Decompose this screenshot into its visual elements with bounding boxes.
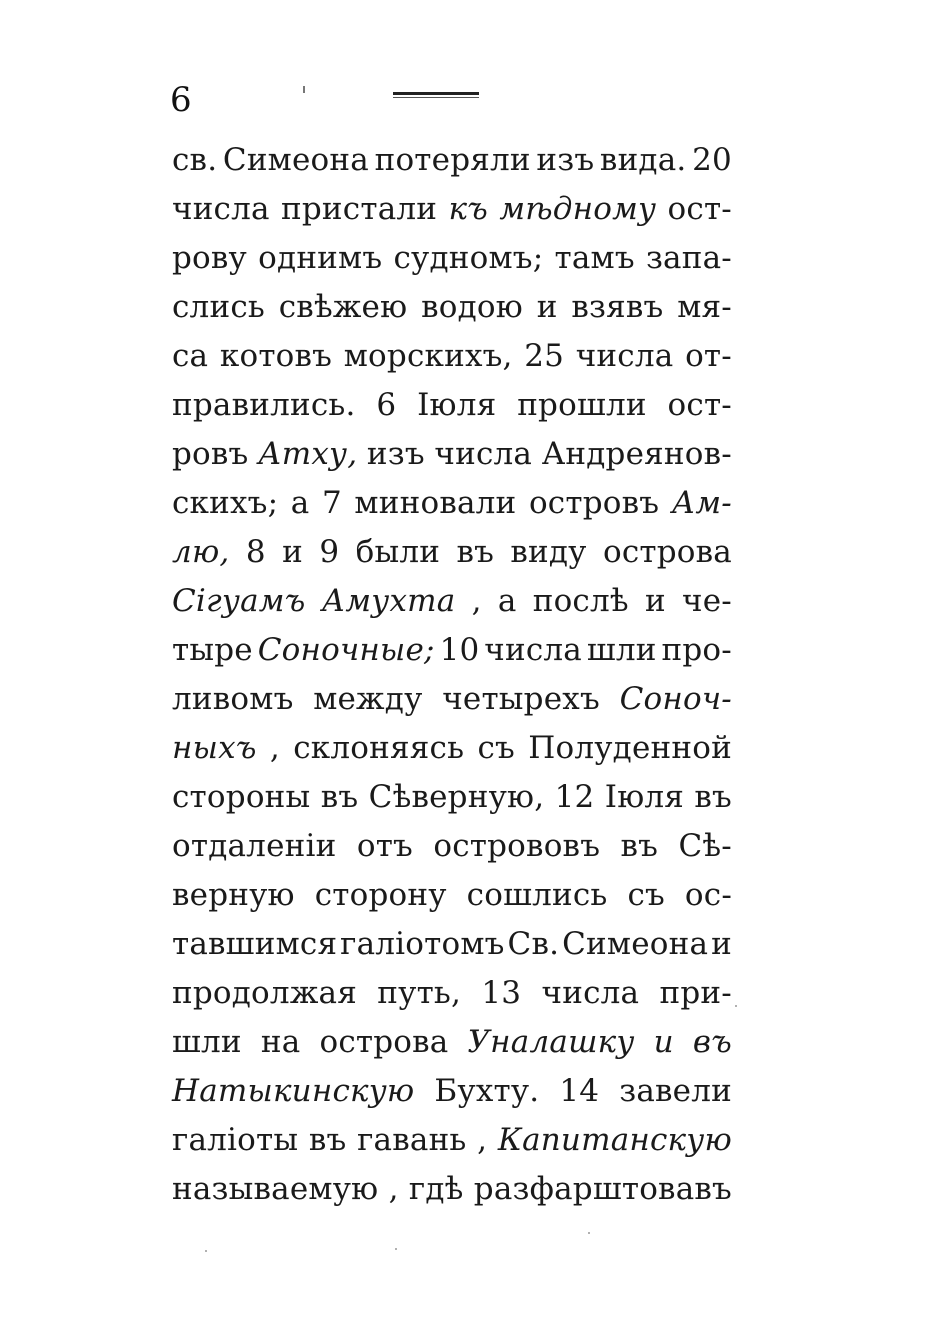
word: Полуденной — [528, 730, 732, 766]
text-line — [172, 1116, 732, 1165]
word: на — [260, 1024, 301, 1060]
word: ост- — [667, 387, 732, 423]
word: а — [290, 485, 310, 521]
word: 20 — [692, 142, 732, 178]
word: сторону — [314, 877, 447, 913]
word: въ — [456, 534, 495, 570]
word: 12 — [554, 779, 595, 815]
text-line — [172, 528, 732, 577]
word: 8 — [245, 534, 266, 570]
word: Симеона — [222, 142, 369, 178]
word: гавань — [357, 1122, 467, 1158]
word: склоняясь — [293, 730, 465, 766]
word: , — [477, 1122, 488, 1158]
word: 9 — [319, 534, 340, 570]
word: острова — [319, 1024, 449, 1060]
word: въ — [694, 779, 732, 815]
word: Сігуамъ — [172, 583, 306, 619]
text-line — [172, 1067, 732, 1116]
word: путь, — [377, 975, 462, 1011]
word: запа- — [645, 240, 732, 276]
word: Сѣ- — [678, 828, 732, 864]
word: отъ — [356, 828, 413, 864]
word: между — [313, 681, 423, 717]
word: продолжая — [172, 975, 357, 1011]
text-line — [172, 969, 732, 1018]
word: 10 — [439, 632, 480, 668]
word: 25 — [524, 338, 565, 374]
word: Іюля — [417, 387, 497, 423]
word: водою — [421, 289, 523, 325]
word: ост- — [667, 191, 732, 227]
word: числа — [434, 436, 533, 472]
word: числа — [541, 975, 640, 1011]
word: а — [497, 583, 517, 619]
word: , — [388, 1171, 399, 1207]
word: 13 — [481, 975, 522, 1011]
word: при- — [659, 975, 732, 1011]
word: мѣдному — [499, 191, 657, 227]
text-line — [172, 920, 732, 969]
word: четырехъ — [442, 681, 600, 717]
word: галіотомъ — [340, 926, 505, 962]
word: Св. — [507, 926, 560, 962]
word: и — [536, 289, 558, 325]
text-line — [172, 479, 732, 528]
word: и — [711, 926, 732, 962]
word: миновали — [354, 485, 517, 521]
print-dust — [205, 1250, 207, 1252]
word: слись — [172, 289, 265, 325]
word: числа — [484, 632, 582, 668]
word: Соноч- — [619, 681, 732, 717]
word: Ам- — [671, 485, 732, 521]
word: верную — [172, 877, 295, 913]
text-line — [172, 773, 732, 822]
word: скихъ; — [172, 485, 279, 521]
word: вида. — [599, 142, 687, 178]
print-dust — [395, 1248, 397, 1250]
text-line — [172, 136, 732, 185]
ornament-bar-bottom — [393, 97, 479, 98]
word: и — [282, 534, 303, 570]
text-line — [172, 381, 732, 430]
text-line — [172, 1018, 732, 1067]
word: Натыкинскую — [172, 1073, 415, 1109]
word: Симеона — [562, 926, 709, 962]
word: Атху, — [258, 436, 358, 472]
text-line — [172, 234, 732, 283]
word: ос- — [684, 877, 732, 913]
word: къ — [448, 191, 489, 227]
word: ныхъ — [172, 730, 257, 766]
word: тавшимся — [172, 926, 338, 962]
word: , — [471, 583, 482, 619]
word: и — [644, 583, 666, 619]
word: потеряли — [374, 142, 531, 178]
word: и — [653, 1024, 674, 1060]
word: ливомъ — [172, 681, 294, 717]
word: съ — [477, 730, 515, 766]
word: шли — [172, 1024, 242, 1060]
word: послѣ — [532, 583, 629, 619]
word: Амухта — [321, 583, 456, 619]
word: правились. — [172, 387, 356, 423]
word: че- — [682, 583, 732, 619]
word: числа — [575, 338, 674, 374]
word: тыре — [172, 632, 253, 668]
word: Сѣверную, — [368, 779, 545, 815]
word: островъ — [528, 485, 660, 521]
text-line — [172, 283, 732, 332]
word: судномъ; — [393, 240, 544, 276]
word: галіоты — [172, 1122, 299, 1158]
word: изъ — [366, 436, 425, 472]
text-line — [172, 675, 732, 724]
word: прошли — [517, 387, 647, 423]
text-line — [172, 822, 732, 871]
word: Уналашку — [467, 1024, 635, 1060]
word: 14 — [559, 1073, 600, 1109]
word: въ — [320, 779, 359, 815]
word: виду — [510, 534, 587, 570]
text-line — [172, 430, 732, 479]
word: Соночные; — [257, 632, 435, 668]
word: острова — [602, 534, 732, 570]
word: разфарштовавъ — [473, 1171, 732, 1207]
word: котовъ — [219, 338, 333, 374]
text-line — [172, 577, 732, 626]
word: въ — [308, 1122, 347, 1158]
word: острововъ — [433, 828, 601, 864]
word: отдаленіи — [172, 828, 337, 864]
word: называемую — [172, 1171, 379, 1207]
text-line — [172, 871, 732, 920]
word: морскихъ, — [343, 338, 513, 374]
word: однимъ — [258, 240, 383, 276]
word: съ — [627, 877, 665, 913]
word: Бухту. — [434, 1073, 540, 1109]
word: пристали — [281, 191, 438, 227]
word: свѣжею — [278, 289, 408, 325]
text-line — [172, 626, 732, 675]
word: 6 — [376, 387, 397, 423]
text-line — [172, 1165, 732, 1214]
body-text — [172, 136, 732, 1214]
print-dust — [588, 1232, 590, 1234]
print-speck — [303, 86, 305, 93]
print-dust — [735, 1005, 737, 1007]
word: взявъ — [571, 289, 664, 325]
word: были — [355, 534, 441, 570]
header-ornament — [393, 92, 479, 100]
word: гдѣ — [408, 1171, 464, 1207]
text-line — [172, 185, 732, 234]
word: сошлись — [466, 877, 608, 913]
word: Капитанскую — [497, 1122, 732, 1158]
word: са — [172, 338, 209, 374]
word: изъ — [536, 142, 595, 178]
word: 7 — [321, 485, 342, 521]
word: тамъ — [554, 240, 635, 276]
word: въ — [620, 828, 659, 864]
word: св. — [172, 142, 218, 178]
text-line — [172, 332, 732, 381]
word: ровъ — [172, 436, 249, 472]
word: , — [269, 730, 280, 766]
text-line — [172, 724, 732, 773]
word: про- — [661, 632, 732, 668]
word: Андреянов- — [541, 436, 732, 472]
word: шли — [586, 632, 657, 668]
word: мя- — [677, 289, 732, 325]
word: стороны — [172, 779, 311, 815]
word: от- — [685, 338, 732, 374]
word: числа — [172, 191, 270, 227]
word: завели — [619, 1073, 732, 1109]
word: рову — [172, 240, 248, 276]
word: лю, — [172, 534, 230, 570]
ornament-bar-top — [393, 92, 479, 95]
word: Іюля — [604, 779, 685, 815]
page-number: 6 — [170, 80, 192, 120]
word: въ — [692, 1024, 732, 1060]
